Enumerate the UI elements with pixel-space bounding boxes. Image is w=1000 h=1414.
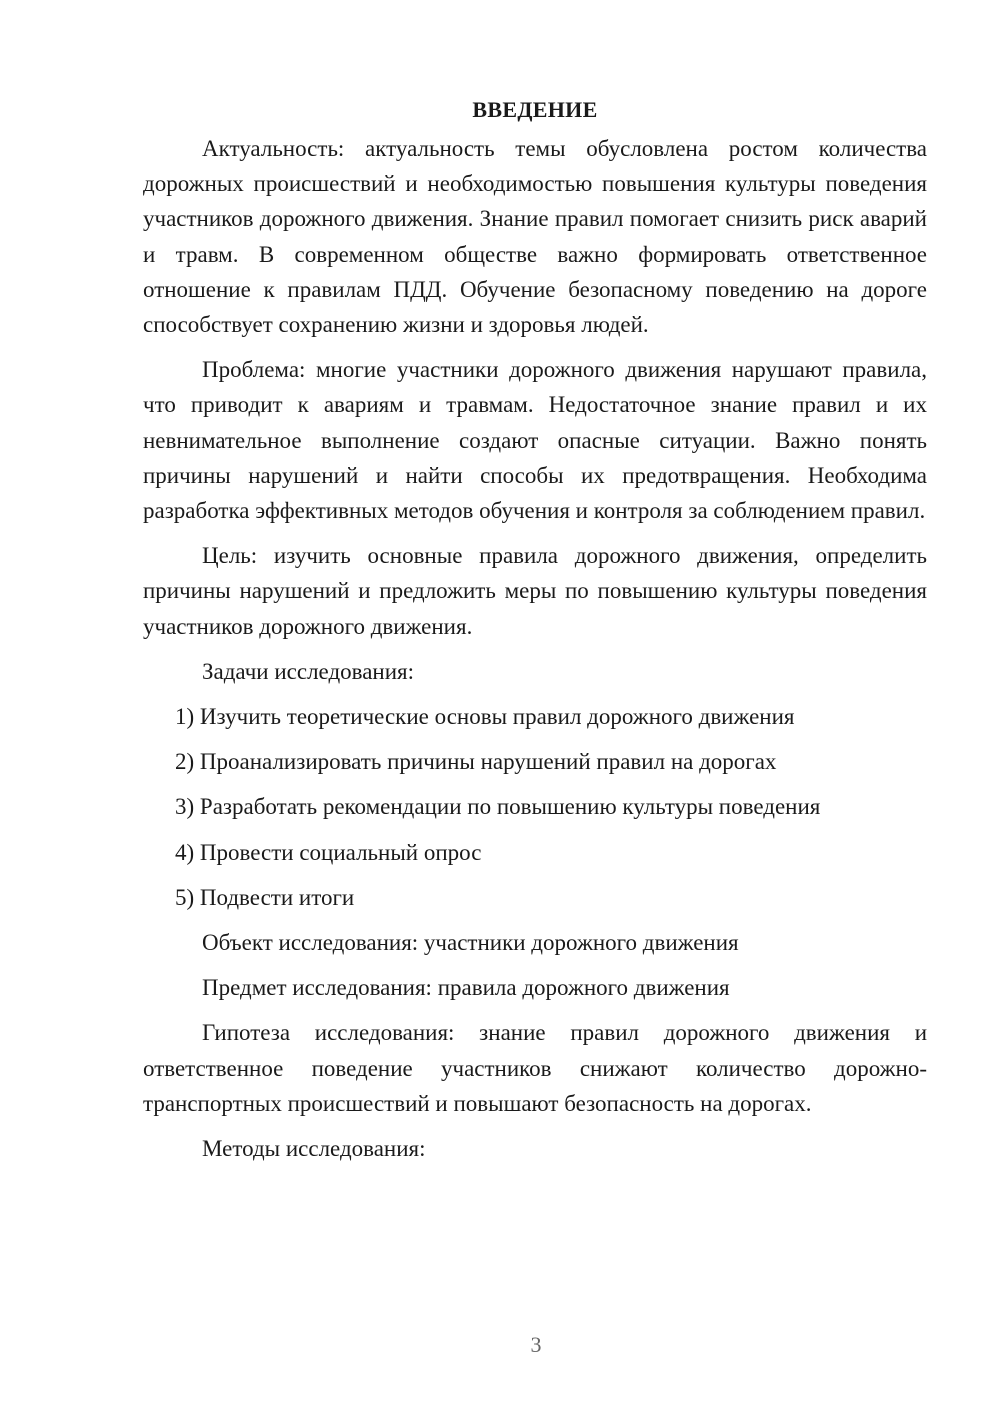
problem-paragraph: Проблема: многие участники дорожного движения нарушают правила, что приводит к авариям и травмам. Недостаточное знание правил и их невнимательное выполнение создают опасные ситуации. Важно понять причины нарушений и найти способы их предотвращения. Необходима разработка эффективных методов обучения и контроля за соблюдением правил. <box>143 357 927 524</box>
hypothesis-paragraph: Гипотеза исследования: знание правил дорожного движения и ответственное поведение участников снижают количество дорожно-транспортных происшествий и повышают безопасность на дорогах. <box>143 1020 927 1116</box>
relevance-paragraph: Актуальность: актуальность темы обусловлена ростом количества дорожных происшествий и необходимостью повышения культуры поведения участников дорожного движения. Знание правил помогает снизить риск аварий и травм. В современном обществе важно формировать ответственное отношение к правилам ПДД. Обучение безопасному поведению на дороге способствует сохранению жизни и здоровья людей. <box>143 136 927 338</box>
task-item: 4) Провести социальный опрос <box>175 839 482 865</box>
task-item: 1) Изучить теоретические основы правил дорожного движения <box>175 704 795 730</box>
page-body <box>143 92 927 1176</box>
subject-line: Предмет исследования: правила дорожного движения <box>202 975 730 1001</box>
task-item: 5) Подвести итоги <box>175 884 355 910</box>
object-line: Объект исследования: участники дорожного движения <box>202 930 739 956</box>
tasks-list <box>143 699 927 915</box>
methods-heading: Методы исследования: <box>202 1136 426 1162</box>
tasks-heading: Задачи исследования: <box>202 658 415 684</box>
goal-paragraph: Цель: изучить основные правила дорожного движения, определить причины нарушений и предложить меры по повышению культуры поведения участников дорожного движения. <box>143 543 927 639</box>
task-item: 2) Проанализировать причины нарушений правил на дорогах <box>175 749 777 775</box>
task-item: 3) Разработать рекомендации по повышению культуры поведения <box>175 794 821 820</box>
page-number: 3 <box>530 1332 542 1357</box>
page-title: ВВЕДЕНИЕ <box>472 97 598 122</box>
